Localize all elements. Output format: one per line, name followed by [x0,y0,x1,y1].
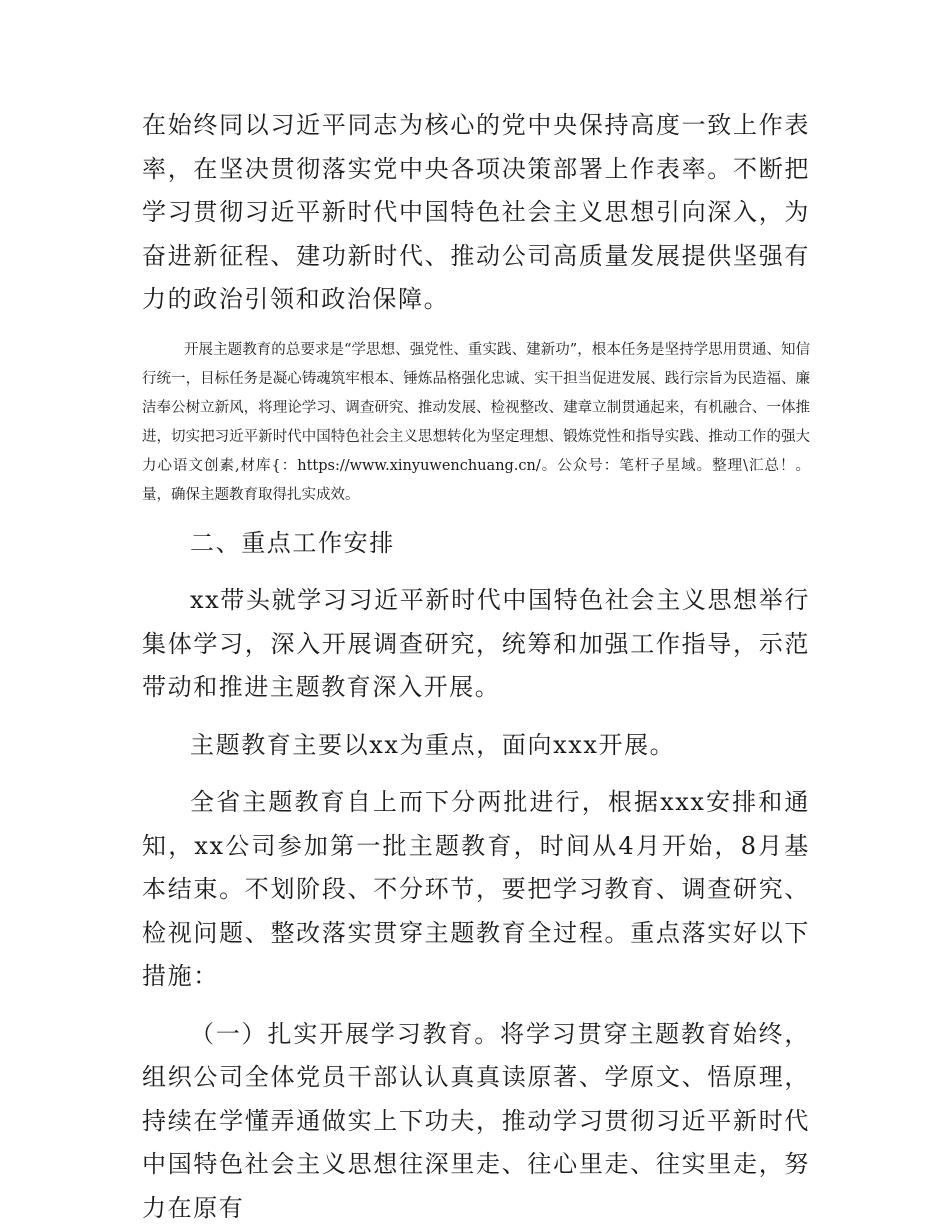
paragraph-collective-study: xx带头就学习习近平新时代中国特色社会主义思想举行集体学习，深入开展调查研究，统筹和加强工作指导，示范带动和推进主题教育深入开展。 [142,586,810,701]
paragraph-focus: 主题教育主要以xx为重点，面向xxx开展。 [190,730,676,759]
paragraph-measure-one: （一）扎实开展学习教育。将学习贯穿主题教育始终，组织公司全体党员干部认认真真读原著、学原文、悟原理，持续在学懂弄通做实上下功夫，推动学习贯彻习近平新时代中国特色社会主义思想往深里走、往心里走、往实里走，努力在原有 [142,1019,810,1222]
document-page [142,104,810,1230]
paragraph-general-requirements: 开展主题教育的总要求是“学思想、强党性、重实践、建新功”，根本任务是坚持学思用贯通、知信行统一，目标任务是凝心铸魂筑牢根本、锤炼品格强化忠诚、实干担当促进发展、践行宗旨为民造福、廉洁奉公树立新风，将理论学习、调查研究、推动发展、检视整改、建章立制贯通起来，有机融合、一体推进，切实把习近平新时代中国特色社会主义思想转化为坚定理想、锻炼党性和指导实践、推动工作的强大力心语文创素,材库{：https://www.xinyuwenchuang.cn/。公众号：笔杆子星域。整理\汇总！。量，确保主题教育取得扎实成效。 [142,341,810,503]
section-heading: 二、重点工作安排 [190,528,395,557]
paragraph-intro: 在始终同以习近平同志为核心的党中央保持高度一致上作表率，在坚决贯彻落实党中央各项决策部署上作表率。不断把学习贯彻习近平新时代中国特色社会主义思想引向深入，为奋进新征程、建功新时代、推动公司高质量发展提供坚强有力的政治引领和政治保障。 [142,111,810,313]
paragraph-schedule: 全省主题教育自上而下分两批进行，根据xxx安排和通知，xx公司参加第一批主题教育，时间从4月开始，8月基本结束。不划阶段、不分环节，要把学习教育、调查研究、检视问题、整改落实贯穿主题教育全过程。重点落实好以下措施： [142,788,810,990]
